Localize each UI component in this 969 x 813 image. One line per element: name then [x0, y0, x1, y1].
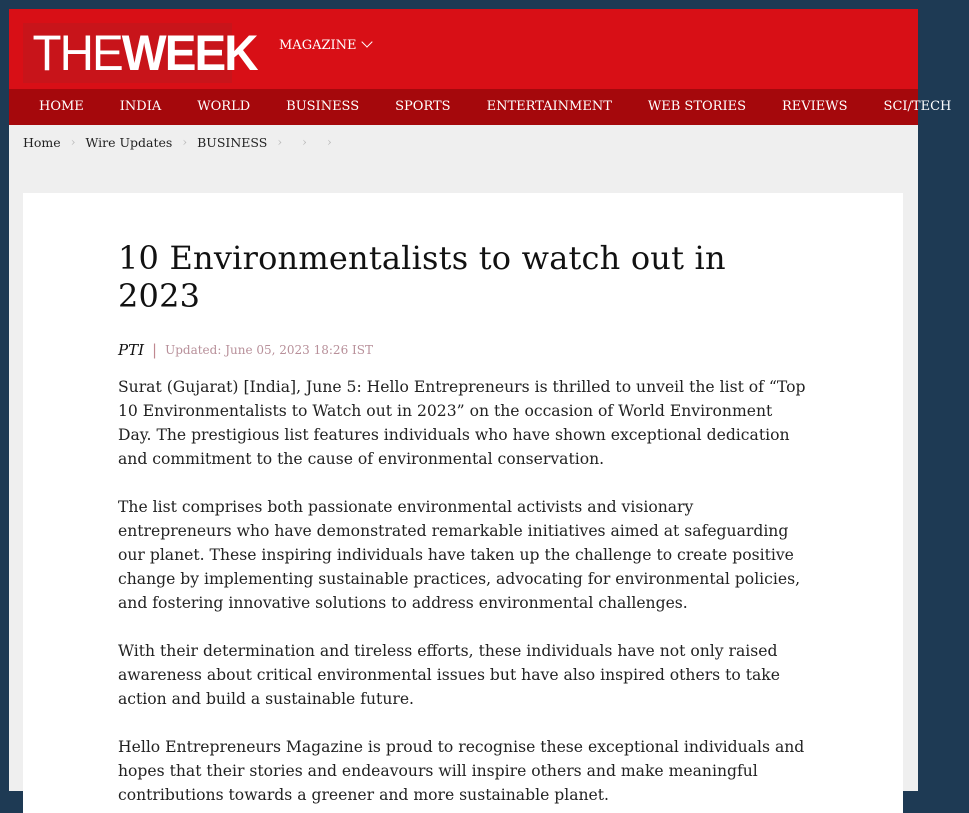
main-nav — [9, 89, 952, 125]
chevron-right-icon: › — [277, 135, 283, 149]
updated-timestamp: Updated: June 05, 2023 18:26 IST — [165, 343, 373, 357]
magazine-menu[interactable] — [279, 38, 371, 53]
byline: PTI — [118, 341, 145, 359]
chevron-down-icon — [361, 36, 372, 47]
paragraph: Surat (Gujarat) [India], June 5: Hello Entrepreneurs is thrilled to unveil the list of “Top 10 Environmentalists to Watch out in 2023” on the occasion of World Environment Day. The prestigious list features individuals who have shown exceptional dedication and commitment to the cause of environmental conservation. — [118, 378, 806, 468]
nav-business[interactable]: BUSINESS — [286, 99, 360, 114]
article-body — [118, 375, 808, 807]
breadcrumb-business[interactable]: BUSINESS — [197, 134, 268, 150]
chevron-right-icon: › — [302, 135, 307, 149]
nav-world[interactable]: WORLD — [197, 99, 251, 114]
chevron-right-icon: › — [70, 135, 76, 149]
breadcrumb-home[interactable]: Home — [23, 134, 61, 150]
nav-sci-tech[interactable]: SCI/TECH — [883, 99, 952, 114]
site-header — [9, 9, 918, 89]
paragraph: The list comprises both passionate environmental activists and visionary entrepreneurs who have demonstrated remarkable initiatives aimed at safeguarding our planet. These inspiring individuals have taken up the challenge to create positive change by implementing sustainable practices, advocating for environmental policies, and fostering innovative solutions to address environmental challenges. — [118, 498, 801, 612]
paragraph: Hello Entrepreneurs Magazine is proud to recognise these exceptional individuals and hopes that their stories and endeavours will inspire others and make meaningful contributions towards a greener and more sustainable planet. — [118, 738, 805, 804]
magazine-label: MAGAZINE — [279, 38, 357, 53]
article-title: 10 Environmentalists to watch out in 2023 — [118, 239, 726, 315]
nav-web-stories[interactable]: WEB STORIES — [647, 99, 746, 114]
the-week-logo[interactable] — [23, 23, 257, 83]
logo-week: WEEK — [121, 25, 257, 81]
chevron-right-icon: › — [326, 135, 332, 149]
nav-home[interactable]: HOME — [39, 99, 84, 114]
divider: | — [152, 341, 158, 359]
nav-india[interactable]: INDIA — [119, 99, 162, 114]
breadcrumb — [9, 125, 918, 159]
article-meta — [118, 341, 808, 359]
nav-entertainment[interactable]: ENTERTAINMENT — [486, 99, 612, 114]
nav-reviews[interactable]: REVIEWS — [781, 99, 848, 114]
page — [9, 9, 952, 804]
nav-sports[interactable]: SPORTS — [395, 99, 451, 114]
chevron-right-icon: › — [182, 135, 188, 149]
paragraph: With their determination and tireless efforts, these individuals have not only raised awareness about critical environmental issues but have also inspired others to take action and build a sustainable future. — [118, 642, 780, 708]
article-card — [23, 193, 903, 813]
breadcrumb-wire-updates[interactable]: Wire Updates — [85, 134, 173, 150]
logo-the: THE — [32, 25, 122, 81]
